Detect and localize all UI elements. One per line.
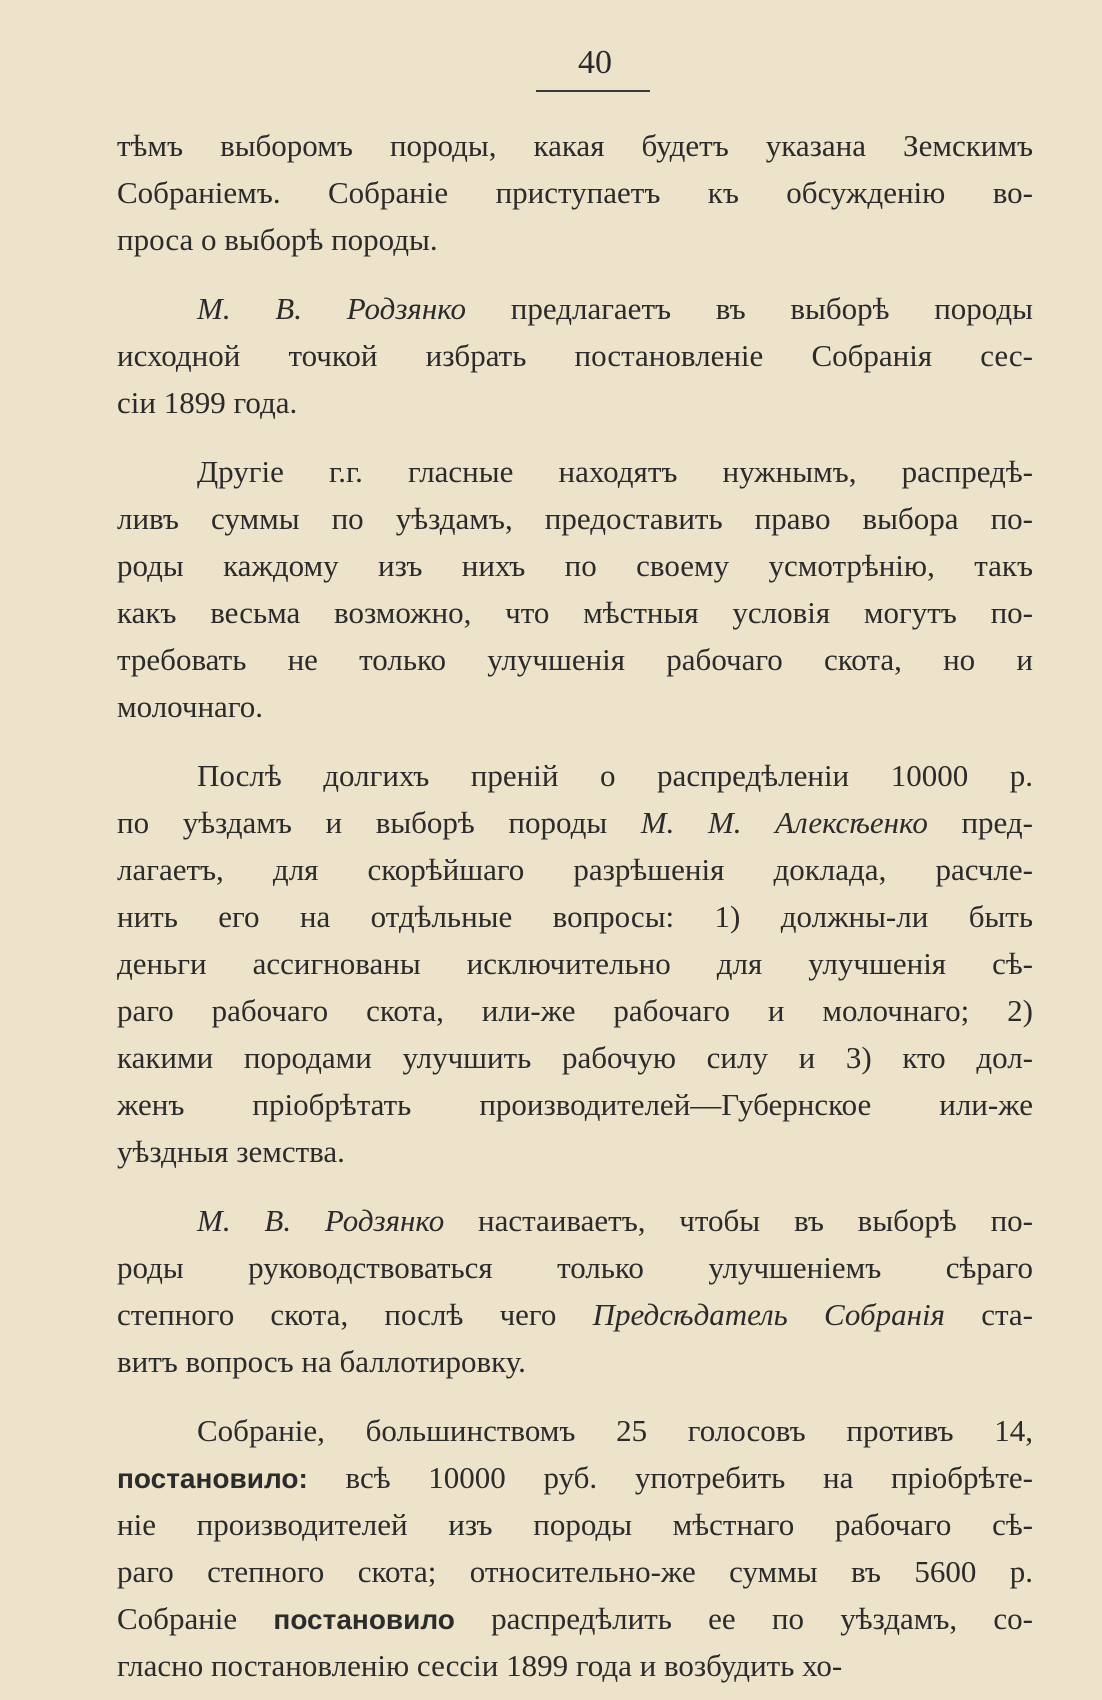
text-segment: раго рабочаго скота, или-же рабочаго и молочнаго; 2) (117, 993, 1033, 1028)
text-line (117, 285, 1033, 332)
text-segment: Собраніе (117, 1601, 274, 1636)
text-segment: пред- (927, 805, 1033, 840)
text-segment: роды каждому изъ нихъ по своему усмотрѣнію, такъ (117, 548, 1033, 583)
text-line (117, 987, 1033, 1034)
italic-name: М. В. Родзянко (197, 291, 467, 326)
text-line (117, 332, 1033, 379)
text-segment: нить его на отдѣльные вопросы: 1) должны-ли быть (117, 899, 1033, 934)
italic-name: Предсѣдатель Собранія (592, 1297, 945, 1332)
text-segment: ніе производителей изъ породы мѣстнаго рабочаго сѣ- (117, 1507, 1033, 1542)
text-segment: настаиваетъ, чтобы въ выборѣ по- (444, 1203, 1033, 1238)
page-number: 40 (578, 44, 612, 81)
text-segment: по уѣздамъ и выборѣ породы (117, 805, 641, 840)
bold-resolution: постановило (273, 1604, 455, 1635)
paragraph (117, 1407, 1033, 1689)
text-line (117, 1128, 1033, 1175)
paragraph (117, 448, 1033, 730)
text-segment: распредѣлить ее по уѣздамъ, со- (454, 1601, 1033, 1636)
bold-resolution: постановило: (117, 1463, 308, 1494)
text-line (117, 1244, 1033, 1291)
text-line (117, 940, 1033, 987)
text-line (117, 169, 1033, 216)
text-segment: уѣздныя земства. (117, 1134, 345, 1169)
text-line (117, 1081, 1033, 1128)
text-line (117, 542, 1033, 589)
text-segment: женъ пріобрѣтать производителей—Губернское или-же (117, 1087, 1033, 1122)
text-line (117, 216, 1033, 263)
text-segment: тѣмъ выборомъ породы, какая будетъ указана Земскимъ (117, 128, 1033, 163)
text-line (117, 1407, 1033, 1454)
text-segment: деньги ассигнованы исключительно для улучшенія сѣ- (117, 946, 1033, 981)
italic-name: М. В. Родзянко (197, 1203, 445, 1238)
text-segment: ста- (944, 1297, 1033, 1332)
text-line (117, 893, 1033, 940)
text-line (117, 1291, 1033, 1338)
text-line (117, 799, 1033, 846)
text-line (117, 1454, 1033, 1501)
text-segment: требовать не только улучшенія рабочаго скота, но и (117, 642, 1033, 677)
text-segment: Собраніе, большинствомъ 25 голосовъ противъ 14, (197, 1413, 1033, 1448)
text-segment: сіи 1899 года. (117, 385, 298, 420)
text-segment: всѣ 10000 руб. употребить на пріобрѣте- (307, 1460, 1033, 1495)
text-line (117, 1642, 1033, 1689)
paragraph (117, 285, 1033, 426)
text-line (117, 1595, 1033, 1642)
text-segment: предлагаетъ въ выборѣ породы (466, 291, 1033, 326)
text-line (117, 1501, 1033, 1548)
text-segment: какъ весьма возможно, что мѣстныя условія могутъ по- (117, 595, 1033, 630)
text-line (117, 589, 1033, 636)
text-segment: роды руководствоваться только улучшеніемъ сѣраго (117, 1250, 1033, 1285)
text-segment: степного скота, послѣ чего (117, 1297, 593, 1332)
text-segment: проса о выборѣ породы. (117, 222, 438, 257)
paragraph (117, 122, 1033, 263)
text-segment: молочнаго. (117, 689, 264, 724)
paragraph (117, 1197, 1033, 1385)
text-line (117, 448, 1033, 495)
text-line (117, 1034, 1033, 1081)
text-line (117, 683, 1033, 730)
text-line (117, 495, 1033, 542)
text-line (117, 379, 1033, 426)
text-segment: гласно постановленію сессіи 1899 года и возбудить хо- (117, 1648, 843, 1683)
text-segment: витъ вопросъ на баллотировку. (117, 1344, 526, 1379)
text-line (117, 752, 1033, 799)
text-line (117, 1548, 1033, 1595)
text-line (117, 1197, 1033, 1244)
text-segment: исходной точкой избрать постановленіе Собранія сес- (117, 338, 1033, 373)
text-line (117, 846, 1033, 893)
text-line (117, 1338, 1033, 1385)
text-line (117, 122, 1033, 169)
text-segment: Собраніемъ. Собраніе приступаетъ къ обсужденію во- (117, 175, 1033, 210)
text-segment: Другіе г.г. гласные находятъ нужнымъ, распредѣ- (197, 454, 1033, 489)
text-segment: ливъ суммы по уѣздамъ, предоставить право выбора по- (117, 501, 1033, 536)
paragraph (117, 752, 1033, 1175)
text-segment: раго степного скота; относительно-же суммы въ 5600 р. (117, 1554, 1033, 1589)
text-segment: лагаетъ, для скорѣйшаго разрѣшенія доклада, расчле- (117, 852, 1033, 887)
page-number-rule (536, 90, 650, 92)
body-text (117, 122, 1033, 1689)
text-line (117, 636, 1033, 683)
italic-name: М. М. Алексѣенко (640, 805, 928, 840)
text-segment: какими породами улучшить рабочую силу и 3) кто дол- (117, 1040, 1033, 1075)
text-segment: Послѣ долгихъ преній о распредѣленіи 10000 р. (197, 758, 1033, 793)
